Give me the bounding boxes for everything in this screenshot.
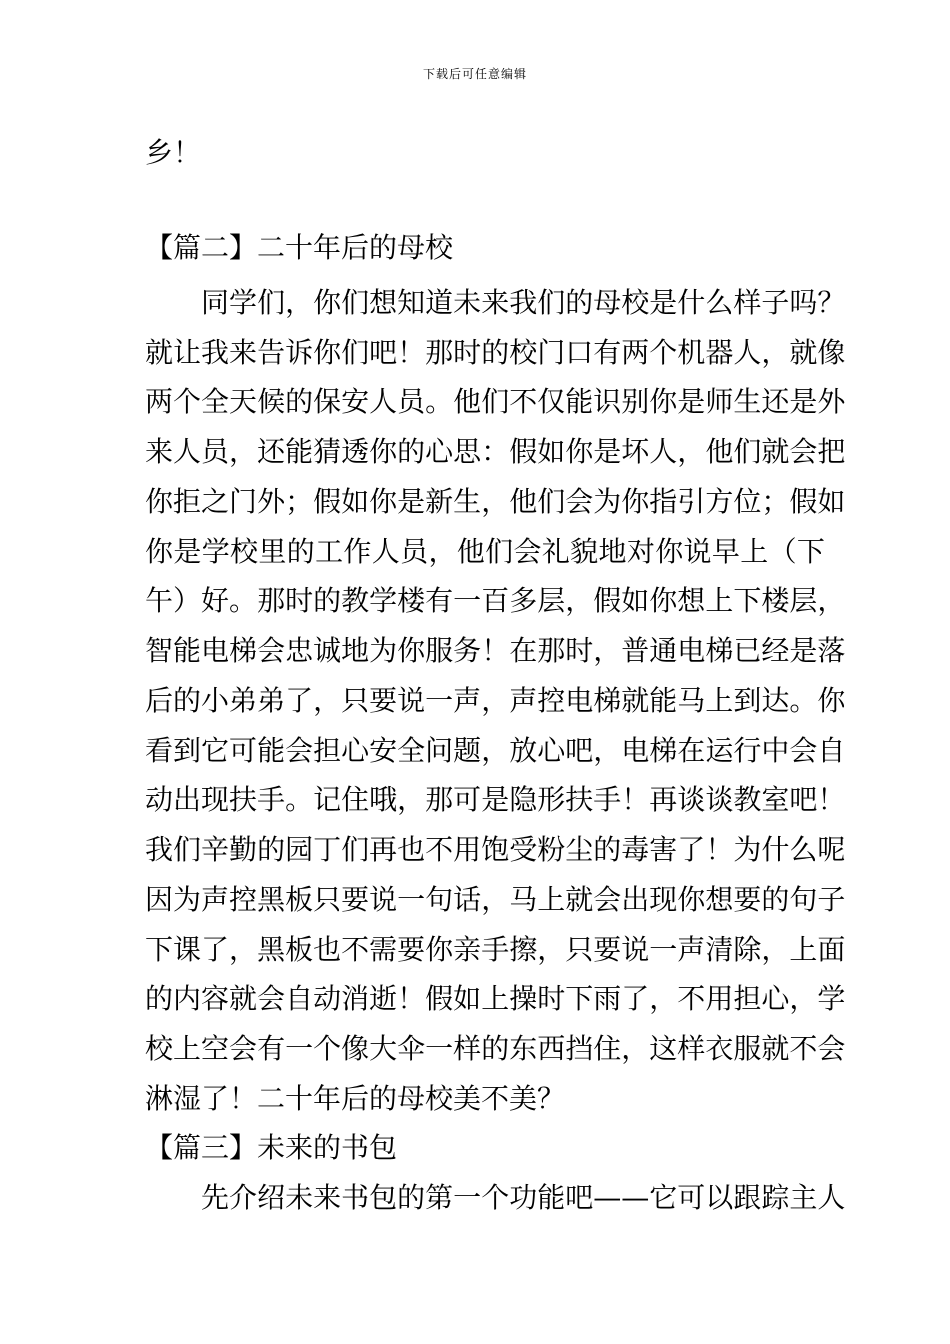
paragraph-line: 先 介 绍 未 来 书 包 的 第 一 个 功 能 吧 — — 它 可 以 跟 踪 主 人 (201, 1181, 846, 1214)
paragraph-line: 校 上 空 会 有 一 个 像 大 伞 一 样 的 东 西 挡 住 ， 这 样 衣 服 就 不 会 (145, 1032, 846, 1065)
paragraph-line: 看 到 它 可 能 会 担 心 安 全 问 题 ， 放 心 吧 ， 电 梯 在 运 行 中 会 自 (145, 734, 846, 767)
paragraph-line: 我 们 辛 勤 的 园 丁 们 再 也 不 用 饱 受 粉 尘 的 毒 害 了 ！ 为 什 么 呢 (145, 833, 846, 866)
paragraph-line: 后 的 小 弟 弟 了 ， 只 要 说 一 声 ， 声 控 电 梯 就 能 马 上 到 达 。 你 (145, 684, 846, 717)
paragraph-line: 淋湿了！二十年后的母校美不美？ (145, 1082, 566, 1115)
paragraph-line: 你 是 学 校 里 的 工 作 人 员 ， 他 们 会 礼 貌 地 对 你 说 早 上 （ 下 (145, 535, 825, 568)
paragraph-line: 下 课 了 ， 黑 板 也 不 需 要 你 亲 手 擦 ， 只 要 说 一 声 清 除 ， 上 面 (145, 933, 846, 966)
paragraph-line: 同 学 们 ， 你 们 想 知 道 未 来 我 们 的 母 校 是 什 么 样 子 吗 ？ (201, 286, 846, 319)
paragraph-line: 来 人 员 ， 还 能 猜 透 你 的 心 思 ： 假 如 你 是 坏 人 ， 他 们 就 会 把 (145, 435, 846, 468)
paragraph-line: 因 为 声 控 黑 板 只 要 说 一 句 话 ， 马 上 就 会 出 现 你 想 要 的 句 子 (145, 883, 846, 916)
section-heading: 【篇三】未来的书包 (145, 1131, 398, 1164)
paragraph-line: 两 个 全 天 候 的 保 安 人 员 。 他 们 不 仅 能 识 别 你 是 师 生 还 是 外 (145, 385, 846, 418)
text-line: 乡！ (145, 136, 202, 169)
section-heading: 【篇二】二十年后的母校 (145, 231, 454, 264)
paragraph-line: 你 拒 之 门 外 ； 假 如 你 是 新 生 ， 他 们 会 为 你 指 引 方 位 ； 假 如 (145, 485, 846, 518)
page-header: 下载后可任意编辑 (422, 67, 527, 81)
paragraph-line: 动 出 现 扶 手 。 记 住 哦 ， 那 可 是 隐 形 扶 手 ！ 再 谈 谈 教 室 吧 ！ (145, 783, 846, 816)
paragraph-line: 就 让 我 来 告 诉 你 们 吧 ！ 那 时 的 校 门 口 有 两 个 机 器 人 ， 就 像 (145, 336, 846, 369)
paragraph-line: 午 ） 好 。 那 时 的 教 学 楼 有 一 百 多 层 ， 假 如 你 想 上 下 楼 层 ， (145, 584, 846, 617)
paragraph-line: 智 能 电 梯 会 忠 诚 地 为 你 服 务 ！ 在 那 时 ， 普 通 电 梯 已 经 是 落 (145, 634, 846, 667)
paragraph-line: 的 内 容 就 会 自 动 消 逝 ！ 假 如 上 操 时 下 雨 了 ， 不 用 担 心 ， 学 (145, 982, 846, 1015)
